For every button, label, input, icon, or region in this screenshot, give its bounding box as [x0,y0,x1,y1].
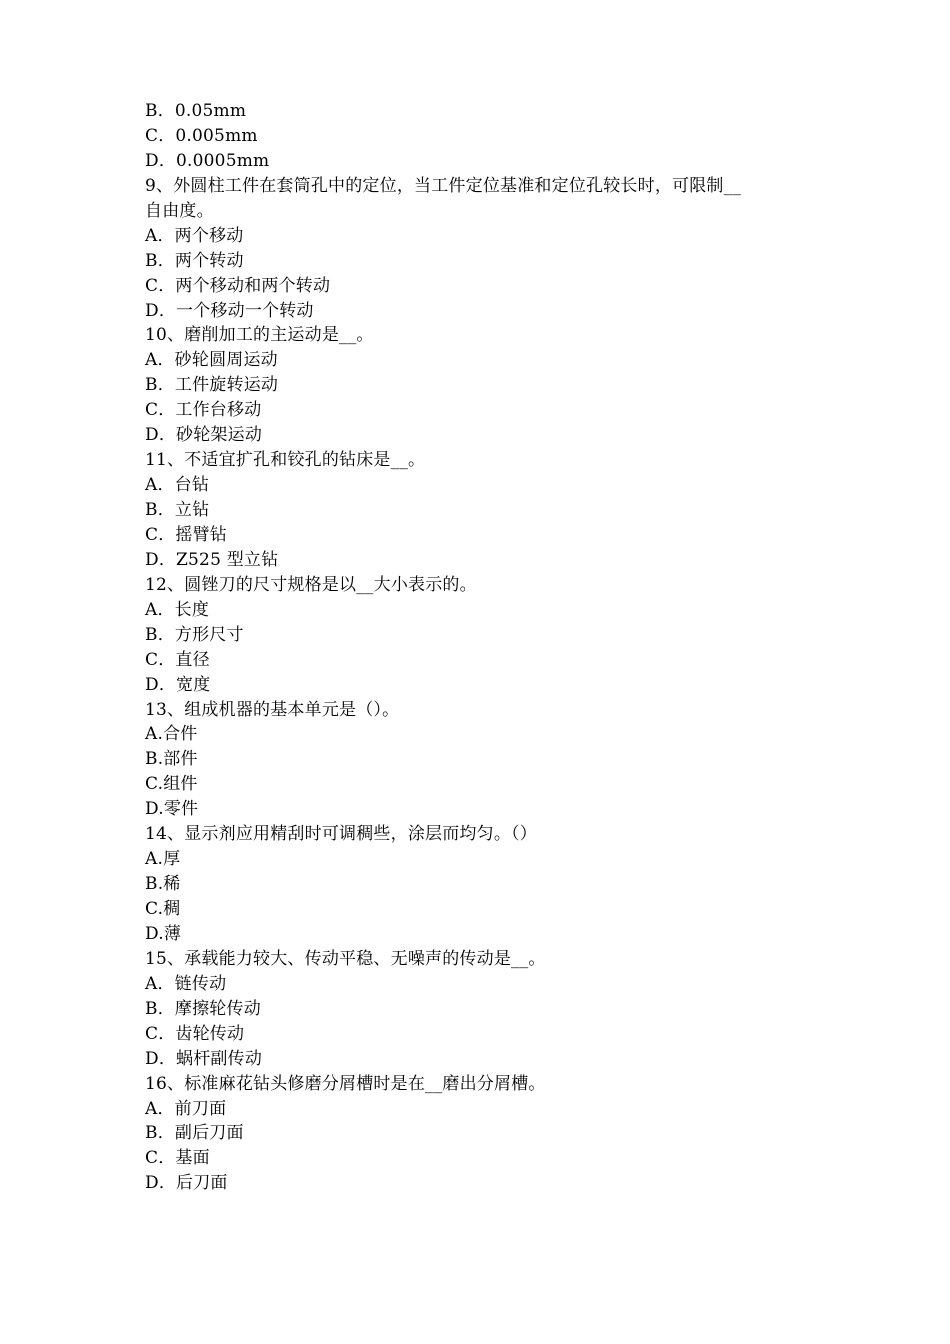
option-line: D．蜗杆副传动 [145,1048,263,1069]
question-line: 13、组成机器的基本单元是（）。 [145,699,400,720]
option-line: B.部件 [145,749,198,770]
option-line: B.稀 [145,874,181,895]
document-body [145,99,815,1196]
option-line: B．两个转动 [145,250,244,271]
option-line: C．齿轮传动 [145,1023,245,1044]
question-line: 12、圆锉刀的尺寸规格是以__大小表示的。 [145,574,477,595]
option-line: D.零件 [145,799,199,820]
option-line: D．一个移动一个转动 [145,300,314,321]
option-line: C．直径 [145,649,210,670]
option-line: B．方形尺寸 [145,624,244,645]
option-line: C．0.005mm [145,125,258,146]
question-line: 15、承载能力较大、传动平稳、无噪声的传动是__。 [145,948,546,969]
option-line: A．砂轮圆周运动 [145,350,278,371]
question-line: 自由度。 [145,200,214,221]
question-line: 14、显示剂应用精刮时可调稠些，涂层而均匀。（） [145,824,537,845]
option-line: A．链传动 [145,973,227,994]
option-line: C．摇臂钻 [145,524,228,545]
option-line: C.组件 [145,774,198,795]
option-line: D.薄 [145,923,182,944]
option-line: C.稠 [145,899,181,919]
question-line: 9、外圆柱工件在套筒孔中的定位，当工件定位基准和定位孔较长时，可限制__ [145,175,742,196]
option-line: A．长度 [145,599,210,620]
option-line: D．砂轮架运动 [145,425,263,446]
option-line: D．Z525 型立钻 [145,549,279,570]
option-line: C．工作台移动 [145,400,262,421]
option-line: D．0.0005mm [145,150,270,171]
option-line: B．摩擦轮传动 [145,998,261,1019]
option-line: A．前刀面 [145,1098,227,1119]
option-line: C．基面 [145,1148,210,1169]
option-line: A.厚 [145,849,181,870]
option-line: B．工件旋转运动 [145,375,279,396]
option-line: D．宽度 [145,674,211,695]
option-line: B．0.05mm [145,101,247,121]
option-line: C．两个移动和两个转动 [145,275,331,296]
question-line: 10、磨削加工的主运动是__。 [145,325,374,346]
option-line: A．台钻 [145,475,210,496]
option-line: A．两个移动 [145,225,244,246]
option-line: A.合件 [145,724,198,745]
option-line: B．副后刀面 [145,1123,244,1144]
question-line: 16、标准麻花钻头修磨分屑槽时是在__磨出分屑槽。 [145,1073,546,1094]
question-line: 11、不适宜扩孔和铰孔的钻床是__。 [145,450,426,471]
option-line: B．立钻 [145,500,210,520]
option-line: D．后刀面 [145,1173,228,1194]
